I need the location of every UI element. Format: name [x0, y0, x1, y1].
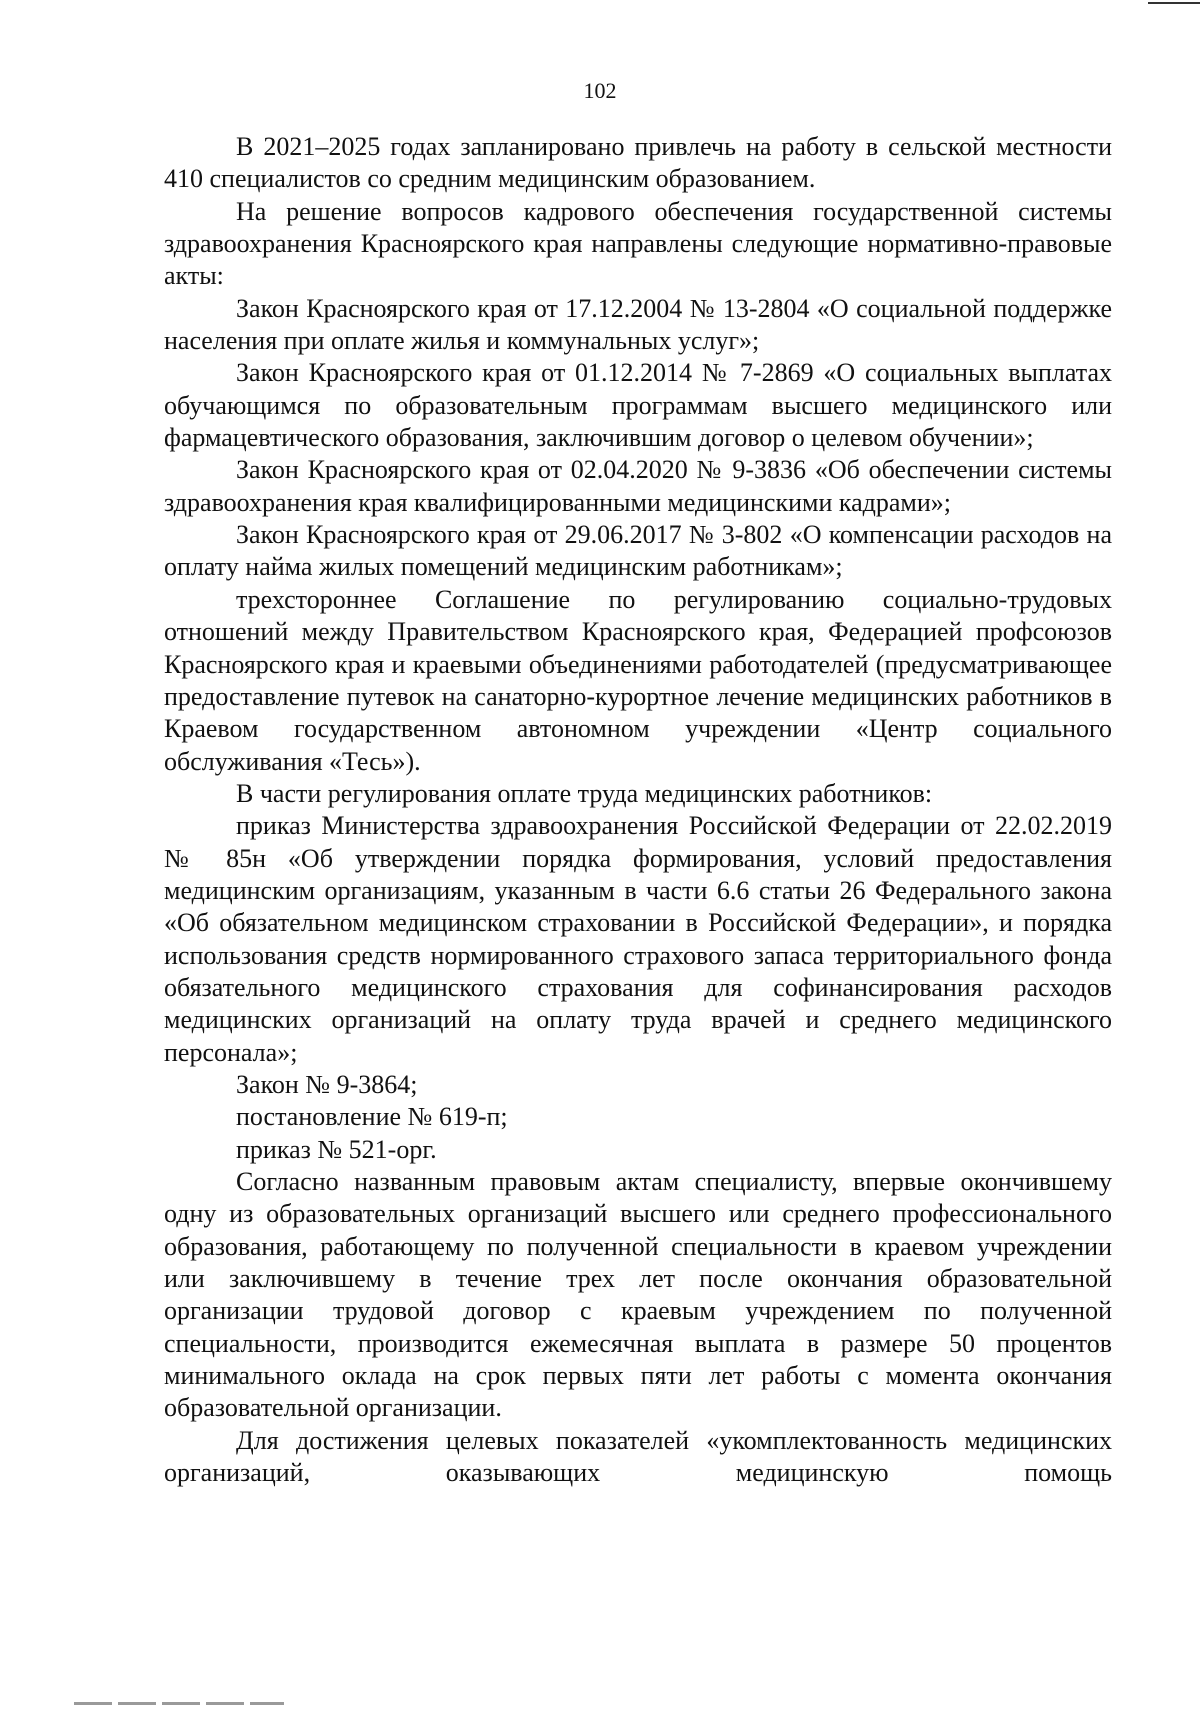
paragraph-rural-specialists: В 2021–2025 годах запланировано привлечь на работу в сельской местности 410 специалистов со средним медицинским образованием. [164, 132, 1112, 194]
paragraph-staffing-acts-intro: На решение вопросов кадрового обеспечения государственной системы здравоохранения Красноярского края направлены следующие нормативно-правовые акты: [164, 196, 1112, 291]
paragraph-law-9-3836: Закон Красноярского края от 02.04.2020 № 9-3836 «Об обеспечении системы здравоохранения края квалифицированными медицинскими кадрами»; [164, 455, 1112, 517]
paragraph-wage-regulation-intro: В части регулирования оплате труда медицинских работников: [236, 778, 933, 808]
paragraph-law-3-802: Закон Красноярского края от 29.06.2017 № 3-802 «О компенсации расходов на оплату найма жилых помещений медицинским работникам»; [164, 520, 1112, 582]
document-body [164, 131, 1112, 1489]
paragraph-resolution-619: постановление № 619-п; [236, 1102, 508, 1132]
scan-edge-mark-bottom [74, 1702, 284, 1705]
paragraph-order-521: приказ № 521-орг. [236, 1134, 437, 1164]
paragraph-law-7-2869: Закон Красноярского края от 01.12.2014 № 7-2869 «О социальных выплатах обучающимся по образовательным программам высшего медицинского или фармацевтического образования, заключившим договор о целевом обучении»; [164, 358, 1112, 453]
scan-edge-mark-top [1148, 2, 1200, 4]
paragraph-monthly-payment: Согласно названным правовым актам специалисту, впервые окончившему одну из образовательных организаций высшего или среднего профессионального образования, работающему по полученной специальности в краевом учреждении или заключившему в течение трех лет после окончания образовательной организации трудовой договор с краевым учреждением по полученной специальности, производится ежемесячная выплата в размере 50 процентов минимального оклада на срок первых пяти лет работы с момента окончания образовательной организации. [164, 1167, 1112, 1423]
paragraph-law-9-3864: Закон № 9-3864; [236, 1069, 418, 1099]
paragraph-law-13-2804: Закон Красноярского края от 17.12.2004 № 13-2804 «О социальной поддержке населения при оплате жилья и коммунальных услуг»; [164, 293, 1112, 356]
paragraph-target-indicators: Для достижения целевых показателей «укомплектованность медицинских организаций, оказывающих медицинскую помощь [164, 1425, 1112, 1488]
page-number: 102 [583, 78, 617, 103]
paragraph-order-85n: приказ Министерства здравоохранения Российской Федерации от 22.02.2019 № 85н «Об утверждении порядка формирования, условий предоставления медицинским организациям, указанным в части 6.6 статьи 26 Федерального закона «Об обязательном медицинском страховании в Российской Федерации», и порядка использования средств нормированного страхового запаса территориального фонда обязательного медицинского страхования для софинансирования расходов медицинских организаций на оплату труда врачей и среднего медицинского персонала»; [164, 811, 1112, 1067]
paragraph-tripartite-agreement: трехстороннее Соглашение по регулированию социально-трудовых отношений между Правительством Красноярского края, Федерацией профсоюзов Красноярского края и краевыми объединениями работодателей (предусматривающее предоставление путевок на санаторно-курортное лечение медицинских работников в Краевом государственном автономном учреждении «Центр социального обслуживания «Тесь»). [164, 584, 1112, 776]
